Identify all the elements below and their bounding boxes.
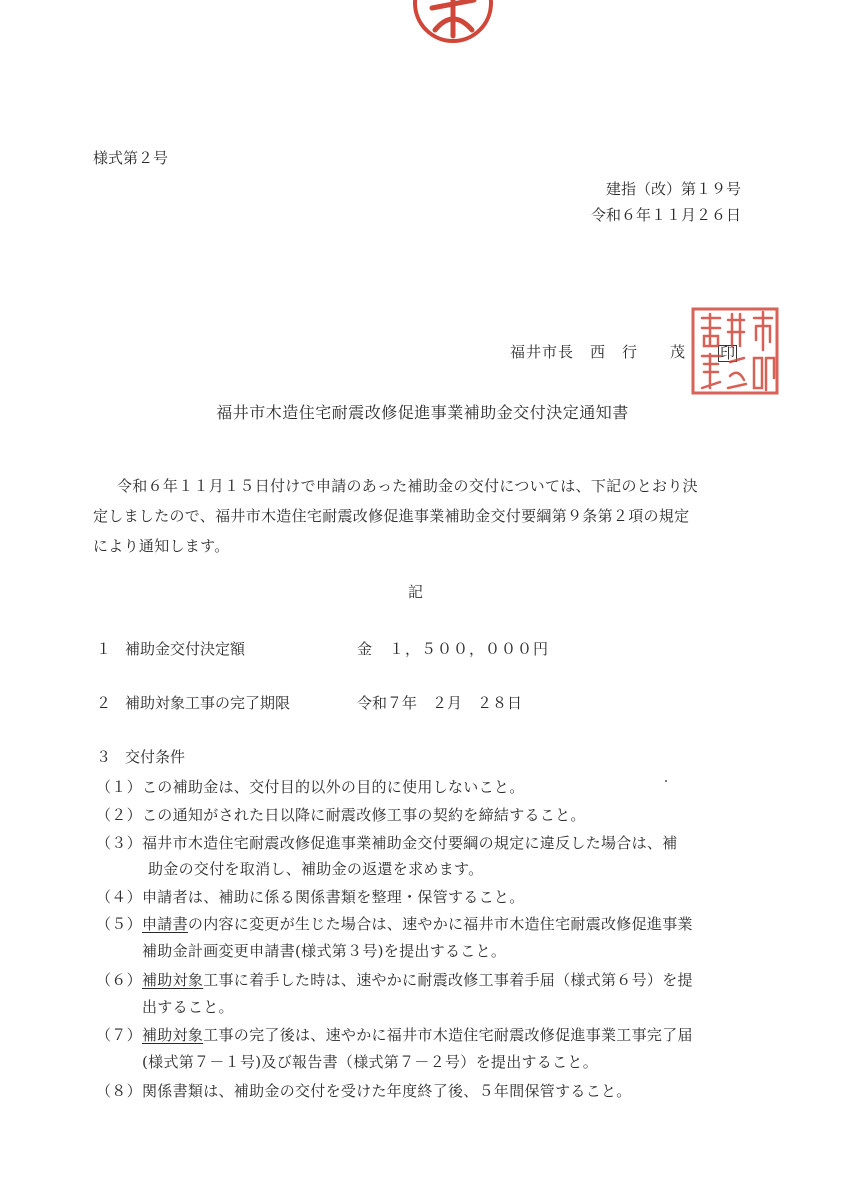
intro-line-1: 令和６年１１月１５日付けで申請のあった補助金の交付については、下記のとおり決 [117, 477, 698, 495]
condition-6-text-line-2: 出すること。 [142, 998, 234, 1016]
condition-8-text: 関係書類は、補助金の交付を受けた年度終了後、５年間保管すること。 [142, 1082, 632, 1100]
condition-5-text-line-1 [142, 913, 693, 934]
condition-8-number: （８） [96, 1082, 142, 1100]
conditions-heading: 交付条件 [125, 748, 186, 766]
item-2-label: 補助対象工事の完了期限 [125, 694, 291, 712]
seal-mark: 印 [720, 344, 736, 362]
condition-5-number: （５） [96, 915, 142, 933]
item-2-number: ２ [96, 694, 112, 712]
intro-line-3: により通知します。 [93, 537, 230, 555]
underlined-term: 補助対象 [142, 971, 204, 989]
condition-4-number: （４） [96, 888, 142, 906]
document-number: 建指（改）第１９号 [605, 180, 741, 198]
item-2-value: 令和７年 ２月 ２８日 [357, 694, 523, 712]
speck [665, 780, 667, 782]
condition-2-text: この通知がされた日以降に耐震改修工事の契約を締結すること。 [142, 806, 586, 824]
condition-7-number: （７） [96, 1026, 142, 1044]
condition-7-text-line-2: (様式第７－１号)及び報告書（様式第７－２号）を提出すること。 [142, 1053, 599, 1071]
condition-5-text: の内容に変更が生じた場合は、速やかに福井市木造住宅耐震改修促進事業 [187, 915, 693, 933]
form-number: 様式第２号 [93, 149, 169, 167]
document-title: 福井市木造住宅耐震改修促進事業補助金交付決定通知書 [216, 403, 629, 422]
condition-1-number: （１） [96, 778, 142, 796]
condition-4-text: 申請者は、補助に係る関係書類を整理・保管すること。 [142, 888, 525, 906]
condition-3-text-line-1: 福井市木造住宅耐震改修促進事業補助金交付要綱の規定に違反した場合は、補 [142, 834, 678, 852]
condition-3-number: （３） [96, 834, 142, 852]
mayor-seal-stamp [690, 306, 780, 396]
item-1-value: 金 １，５００，０００円 [357, 640, 550, 658]
condition-6-text-line-1 [142, 969, 693, 990]
conditions-number: ３ [96, 748, 112, 766]
condition-6-text: 工事に着手した時は、速やかに耐震改修工事着手届（様式第６号）を提 [203, 971, 693, 989]
condition-7-text-line-1 [142, 1024, 693, 1045]
underlined-term: 補助対象 [142, 1026, 204, 1044]
condition-2-number: （２） [96, 806, 142, 824]
ki-heading: 記 [408, 583, 424, 601]
intro-line-2: 定しましたので、福井市木造住宅耐震改修促進事業補助金交付要綱第９条第２項の規定 [93, 507, 690, 525]
condition-3-text-line-2: 助金の交付を取消し、補助金の返還を求めます。 [148, 860, 484, 878]
condition-6-number: （６） [96, 971, 142, 989]
issue-date: 令和６年１１月２６日 [590, 206, 741, 224]
condition-5-text-line-2: 補助金計画変更申請書(様式第３号)を提出すること。 [142, 942, 507, 960]
top-seal-stamp [410, 0, 496, 48]
issuer-name: 福井市長 西 行 茂 [510, 343, 687, 361]
condition-7-text: 工事の完了後は、速やかに福井市木造住宅耐震改修促進事業工事完了届 [203, 1026, 693, 1044]
condition-1-text: この補助金は、交付目的以外の目的に使用しないこと。 [142, 778, 525, 796]
underlined-term: 申請書 [142, 915, 188, 933]
item-1-number: １ [96, 640, 112, 658]
item-1-label: 補助金交付決定額 [125, 640, 246, 658]
